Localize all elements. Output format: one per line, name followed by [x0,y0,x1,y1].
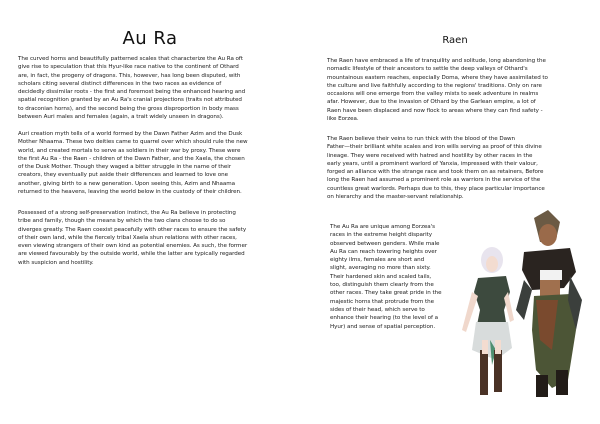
text-line: returned to the heavens, leaving the world below in the custody of their children. [18,189,242,196]
text-line: afar. However, due to the invasion of Othard by the Garlean empire, a lot of [327,99,536,106]
text-line: observed between genders. While male [330,240,440,247]
text-line: countless great warlords. Perhaps due to this, they place particular importance [327,185,545,192]
text-line: with suspicion and hostility. [18,259,94,266]
text-line: even viewing strangers of their own kind as potential enemies. As such, the former [18,243,248,250]
page-title-raen: Raen [442,35,468,46]
text-line: occasions will one emerge from the valley mists to seek adventure in realms [327,91,539,98]
text-line: lineage. They were received with hatred and hostility by other races in the [327,152,533,159]
text-line: creators, they eventually put aside their differences and learned to love one [18,172,228,179]
text-line: the culture and live faithfully according to the regions' traditions. Only on rare [327,82,542,89]
text-line: to draconian horns), and the second being the gross disproportion in body mass [18,105,239,112]
paragraph [18,209,247,267]
text-line: are viewed favourably by the outside world, while the latter are typically regarded [18,251,245,258]
text-line: of the Dusk Mother. Though they waged a bitter struggle in the name of their [18,164,232,171]
text-line: forged an alliance with the strange race and took them on as retainers, Before [327,169,544,176]
text-line: Hyur) and sense of spatial perception. [330,323,436,330]
paragraph [18,130,248,196]
text-line: decidedly dissimilar roots - the first and foremost being the enhanced hearing and [18,89,246,96]
text-line: the first Au Ra - the Raen - children of the Dawn Father, and the Xaela, the chosen [18,155,245,162]
text-line: world, and created mortals to serve as soldiers in their war by proxy. These were [18,147,241,154]
text-line: Mother Nhaama. These two deities came to quarrel over which should rule the new [18,139,248,146]
text-line: Their hardened skin and scaled tails, [330,273,432,280]
text-line: slight, averaging no more than sixty. [330,265,431,272]
text-line: The Raen believe their veins to run thick with the blood of the Dawn [327,136,515,142]
text-line: long the Raen had assumed a prominent role as warriors in the service of the [327,177,541,184]
text-line: tribe and family, though the means by which the two clans choose to do so [18,218,226,225]
male-character [516,210,582,397]
text-line: give rise to speculation that this Hyur-like race native to the continent of Othard [18,64,239,71]
text-line: races in the extreme height disparity [330,232,433,239]
paragraph [327,135,545,201]
sidebar-paragraph [330,223,442,331]
text-line: between Auri males and females (again, a trait widely unseen in dragons). [18,114,224,121]
paragraph [18,55,245,121]
text-line: other races. They take great pride in the [330,290,442,297]
text-line: enhance their hearing (to the level of a [330,315,438,322]
text-line: The curved horns and beautifully patterned scales that characterize the Au Ra oft [18,56,243,62]
text-line: on hierarchy and the master-servant relationship. [327,194,464,201]
paragraph [327,57,548,123]
text-line: Father—their brilliant white scales and iron wills serving as proof of this divine [327,144,542,151]
text-line: early years, until a prominent warlord of Yanxia, impressed with their valour, [327,160,538,167]
text-line: of their own land, while the fiercely tribal Xaela shun relations with other races, [18,234,237,241]
text-line: The Au Ra are unique among Eorzea's [330,224,436,230]
text-line: eighty ilms, females are short and [330,257,425,264]
text-line: are, in fact, the progeny of dragons. This, however, has long been disputed, with [18,72,241,79]
text-line: diverges greatly. The Raen coexist peacefully with other races to ensure the safety [18,226,247,233]
text-line: The Raen have embraced a life of tranquility and solitude, long abandoning the [327,58,546,64]
text-line: nomadic lifestyle of their ancestors to settle the deep valleys of Othard's [327,66,528,73]
text-line: Auri creation myth tells of a world formed by the Dawn Father Azim and the Dusk [18,131,243,137]
text-line: spatial recognition granted by an Au Ra's cranial projections (traits not attributed [18,97,242,104]
text-line: majestic horns that protrude from the [330,298,435,305]
text-line: Raen have been displaced and now flock to areas where they can find safety - [327,107,543,114]
text-line: too, distinguish them clearly from the [330,282,434,289]
text-line: Au Ra can reach towering heights over [330,248,437,255]
text-line: Possessed of a strong self-preservation instinct, the Au Ra believe in protecting [18,210,236,216]
page-title-au-ra: Au Ra [122,28,178,49]
female-character [462,247,514,395]
text-line: scholars citing several distinct differences in the two races as evidence of [18,80,222,87]
text-line: another, giving birth to a new generation. Upon seeing this, Azim and Nhaama [18,180,236,187]
text-line: mountainous eastern reaches, especially Doma, where they have assimilated to [327,74,548,81]
au-ra-characters-illustration [452,200,600,405]
text-line: like Eorzea. [327,116,359,123]
text-line: sides of their head, which serve to [330,306,425,313]
